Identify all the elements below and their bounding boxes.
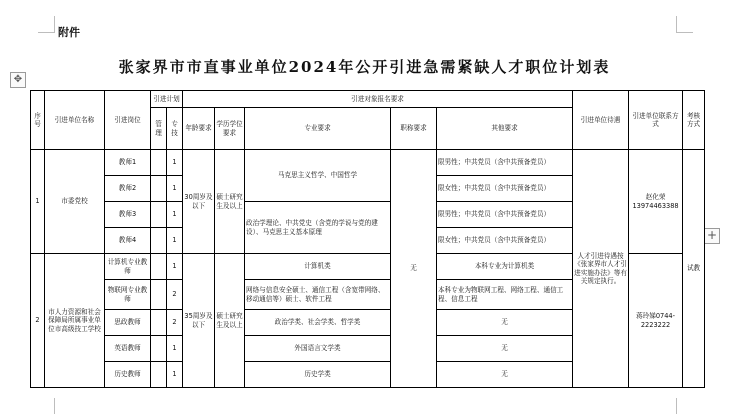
- contact-cell: 赵化荣13974463388: [629, 150, 683, 254]
- plan-tech-cell: 1: [167, 228, 183, 254]
- other-cell: 限女性；中共党员（含中共预备党员）: [437, 176, 573, 202]
- other-cell: 本科专业为计算机类: [437, 254, 573, 280]
- age-cell: 35周岁及以下: [183, 254, 215, 388]
- unit-cell: 市人力资源和社会保障局所属事业单位市高级技工学校: [45, 254, 105, 388]
- other-cell: 无: [437, 362, 573, 388]
- plan-tech-cell: 1: [167, 362, 183, 388]
- major-cell: 计算机类: [245, 254, 391, 280]
- plan-mgmt-cell: [151, 176, 167, 202]
- title-req-cell: 无: [391, 150, 437, 388]
- other-cell: 本科专业为物联网工程、网络工程、通信工程、信息工程: [437, 280, 573, 310]
- header-post: 引进岗位: [105, 91, 151, 150]
- post-cell: 英语教师: [105, 336, 151, 362]
- seq-cell: 1: [31, 150, 45, 254]
- plan-mgmt-cell: [151, 362, 167, 388]
- plan-tech-cell: 2: [167, 310, 183, 336]
- post-cell: 计算机专业教师: [105, 254, 151, 280]
- post-cell: 教师1: [105, 150, 151, 176]
- plan-tech-cell: 1: [167, 150, 183, 176]
- other-cell: 限男性；中共党员（含中共预备党员）: [437, 202, 573, 228]
- major-cell: 政治学类、社会学类、哲学类: [245, 310, 391, 336]
- post-cell: 思政教师: [105, 310, 151, 336]
- post-cell: 教师3: [105, 202, 151, 228]
- header-edu: 学历学位要求: [215, 108, 245, 150]
- header-seq: 序号: [31, 91, 45, 150]
- plan-tech-cell: 2: [167, 280, 183, 310]
- recruitment-plan-table: [30, 90, 705, 388]
- table-move-handle-icon[interactable]: ✥: [10, 72, 26, 88]
- major-cell: 历史学类: [245, 362, 391, 388]
- other-cell: 无: [437, 310, 573, 336]
- header-title-req: 职称要求: [391, 108, 437, 150]
- other-cell: 无: [437, 336, 573, 362]
- treatment-cell: 人才引进待遇按《张家界市人才引进实施办法》等有关规定执行。: [573, 150, 629, 388]
- header-major: 专业要求: [245, 108, 391, 150]
- crop-mark-bottom-left: [38, 398, 55, 414]
- post-cell: 教师2: [105, 176, 151, 202]
- edu-cell: 硕士研究生及以上: [215, 150, 245, 254]
- header-plan-tech: 专技: [167, 108, 183, 150]
- crop-mark-top-left: [38, 16, 55, 33]
- other-cell: 限女性；中共党员（含中共预备党员）: [437, 228, 573, 254]
- plan-mgmt-cell: [151, 310, 167, 336]
- plan-tech-cell: 1: [167, 202, 183, 228]
- attachment-label: 附件: [58, 26, 80, 39]
- seq-cell: 2: [31, 254, 45, 388]
- add-row-handle-icon[interactable]: +: [704, 228, 720, 244]
- plan-mgmt-cell: [151, 254, 167, 280]
- major-cell: 马克思主义哲学、中国哲学: [245, 150, 391, 202]
- crop-mark-top-right: [676, 16, 693, 33]
- header-treatment: 引进单位待遇: [573, 91, 629, 150]
- plan-mgmt-cell: [151, 228, 167, 254]
- exam-cell: 试教: [683, 150, 705, 388]
- major-cell: 外国语言文学类: [245, 336, 391, 362]
- header-other: 其他要求: [437, 108, 573, 150]
- header-plan-mgmt: 管理: [151, 108, 167, 150]
- header-unit: 引进单位名称: [45, 91, 105, 150]
- header-plan: 引进计划: [151, 91, 183, 108]
- contact-cell: 蒋玲娣0744-2223222: [629, 254, 683, 388]
- major-cell: 政治学理论、中共党史（含党的学说与党的建设）、马克思主义基本原理: [245, 202, 391, 254]
- post-cell: 物联网专业教师: [105, 280, 151, 310]
- unit-cell: 市委党校: [45, 150, 105, 254]
- crop-mark-bottom-right: [676, 398, 693, 414]
- plan-mgmt-cell: [151, 202, 167, 228]
- plan-tech-cell: 1: [167, 336, 183, 362]
- plan-mgmt-cell: [151, 336, 167, 362]
- age-cell: 30周岁及以下: [183, 150, 215, 254]
- major-cell: 网络与信息安全硕士、通信工程（含宽带网络、移动通信等）硕士、软件工程: [245, 280, 391, 310]
- document-title: 张家界市市直事业单位2024年公开引进急需紧缺人才职位计划表: [118, 58, 611, 76]
- plan-tech-cell: 1: [167, 254, 183, 280]
- header-exam: 考核方式: [683, 91, 705, 150]
- post-cell: 教师4: [105, 228, 151, 254]
- header-requirements: 引进对象报名要求: [183, 91, 573, 108]
- other-cell: 限男性；中共党员（含中共预备党员）: [437, 150, 573, 176]
- post-cell: 历史教师: [105, 362, 151, 388]
- header-age: 年龄要求: [183, 108, 215, 150]
- plan-tech-cell: 1: [167, 176, 183, 202]
- header-contact: 引进单位联系方式: [629, 91, 683, 150]
- plan-mgmt-cell: [151, 280, 167, 310]
- plan-mgmt-cell: [151, 150, 167, 176]
- edu-cell: 硕士研究生及以上: [215, 254, 245, 388]
